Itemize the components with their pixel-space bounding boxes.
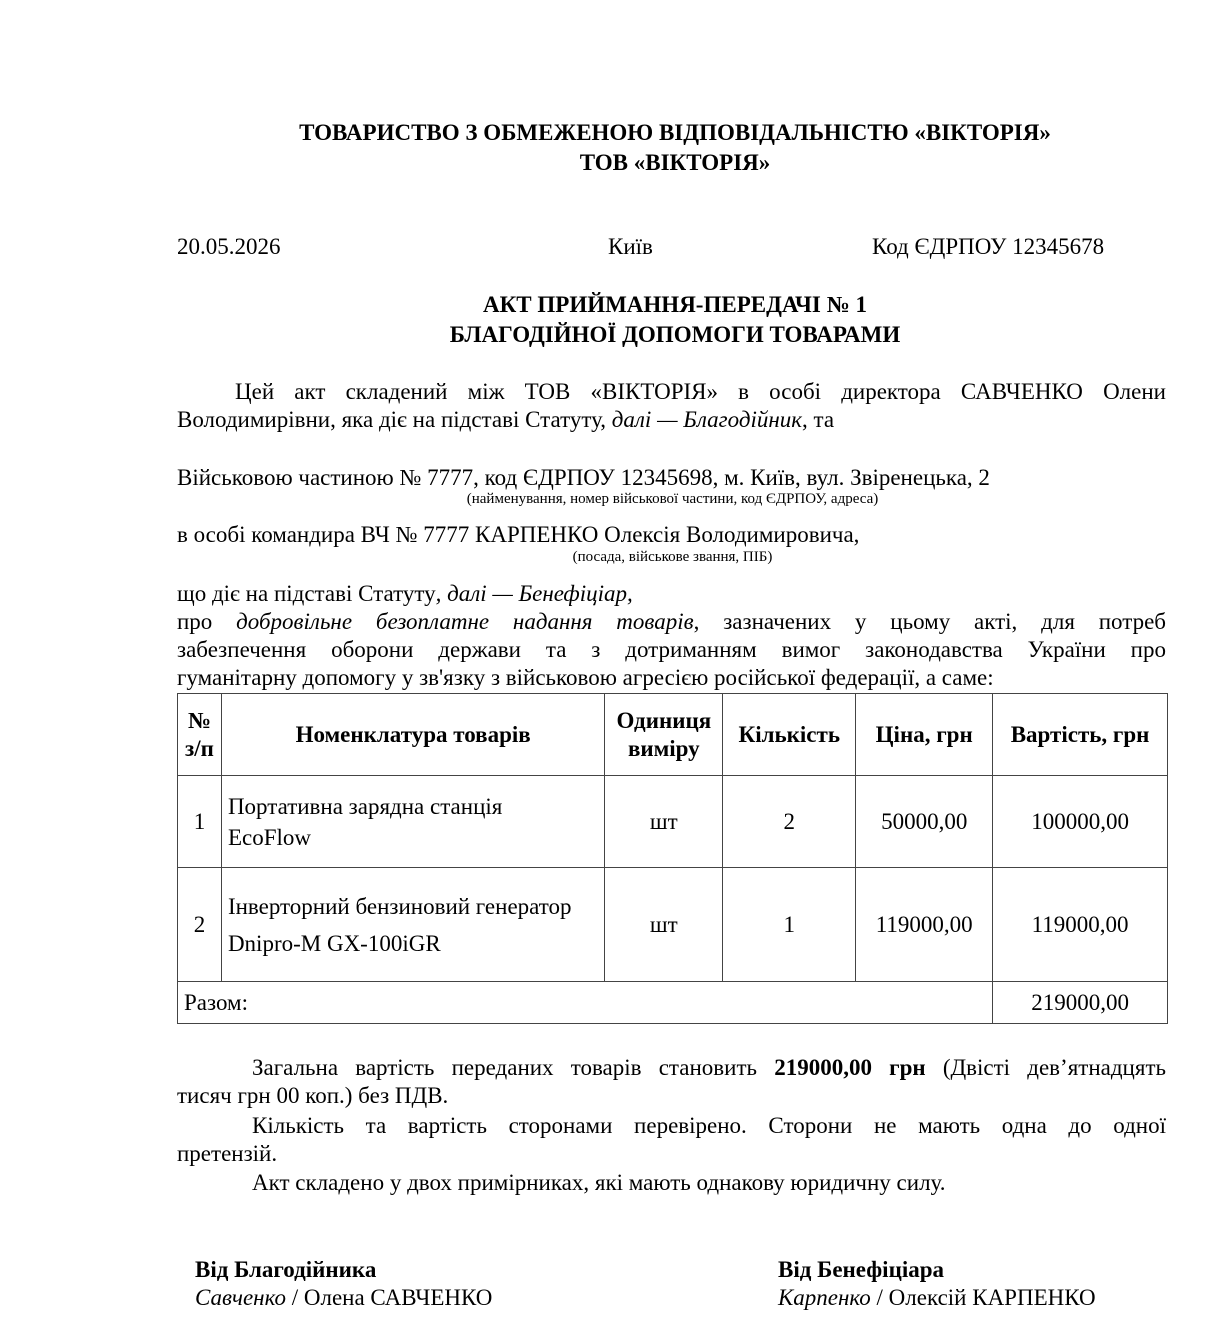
document-city: Київ (608, 234, 653, 259)
row-unit: шт (605, 868, 723, 982)
row-unit: шт (605, 776, 723, 868)
title-line-1: АКТ ПРИЙМАННЯ-ПЕРЕДАЧІ № 1 (483, 292, 867, 317)
title-line-2: БЛАГОДІЙНОЇ ДОПОМОГИ ТОВАРАМИ (449, 322, 901, 347)
beneficiary-sign: Карпенко (778, 1285, 871, 1310)
intro-line-2-start: Володимирівни, яка діє на підставі Статуту, (177, 407, 607, 432)
sum-value: 219000,00 (993, 982, 1168, 1024)
summary-total: 219000,00 грн (774, 1055, 926, 1080)
row-name: Інверторний бензиновий генератор Dnipro-M GX-100iGR (221, 868, 604, 982)
beneficiary-name: / Олексій КАРПЕНКО (876, 1285, 1096, 1310)
intro-line-2 (177, 406, 834, 434)
summary-words: (Двісті дев’ятнадцять (942, 1055, 1166, 1080)
org-short-name: ТОВ «ВІКТОРІЯ» (579, 150, 771, 175)
purpose-italic: добровільне безоплатне надання товарів (236, 609, 694, 634)
row-qty: 1 (723, 868, 856, 982)
verification-line-2: претензій. (177, 1141, 278, 1166)
benefactor-signature-title: Від Благодійника (195, 1257, 377, 1282)
beneficiary-basis (177, 580, 633, 608)
row-total: 119000,00 (993, 868, 1168, 982)
purpose-end: , зазначених у цьому акті, для потреб (693, 609, 1166, 634)
benefactor-name: / Олена САВЧЕНКО (291, 1285, 493, 1310)
beneficiary-alias: , далі — Бенефіціар, (435, 581, 633, 606)
table-row (178, 868, 1168, 982)
col-header-price: Ціна, грн (856, 694, 993, 776)
beneficiary-signature (778, 1284, 1096, 1312)
purpose-line-1 (177, 608, 1166, 636)
row-num: 2 (178, 868, 222, 982)
beneficiary-unit-hint: (найменування, номер військової частини, код ЄДРПОУ, адреса) (466, 491, 879, 507)
beneficiary-commander-hint: (посада, військове звання, ПІБ) (572, 549, 773, 565)
summary-line-1 (252, 1054, 1166, 1082)
org-full-name: ТОВАРИСТВО З ОБМЕЖЕНОЮ ВІДПОВІДАЛЬНІСТЮ «ВІКТОРІЯ» (299, 120, 1051, 145)
beneficiary-signature-title: Від Бенефіціара (778, 1257, 945, 1282)
document-date: 20.05.2026 (177, 234, 281, 259)
row-total: 100000,00 (993, 776, 1168, 868)
sum-label: Разом: (178, 982, 993, 1024)
org-edrpou-code: Код ЄДРПОУ 12345678 (872, 234, 1105, 259)
intro-line-2-end: , та (802, 407, 835, 432)
benefactor-alias: далі — Благодійник (611, 407, 803, 432)
col-header-unit: Одиниця виміру (605, 694, 723, 776)
row-price: 119000,00 (856, 868, 993, 982)
benefactor-signature (195, 1284, 492, 1312)
col-header-qty: Кількість (723, 694, 856, 776)
table-sum-row (178, 982, 1168, 1024)
col-header-total: Вартість, грн (993, 694, 1168, 776)
intro-line-1: Цей акт складений між ТОВ «ВІКТОРІЯ» в особі директора САВЧЕНКО Олени (235, 379, 1166, 404)
summary-start: Загальна вартість переданих товарів становить (252, 1055, 757, 1080)
beneficiary-unit: Військовою частиною № 7777, код ЄДРПОУ 12345698, м. Київ, вул. Звіренецька, 2 (177, 465, 990, 490)
table-row (178, 776, 1168, 868)
purpose-line-2: забезпечення оборони держави та з дотриманням вимог законодавства України про (177, 637, 1166, 662)
summary-line-2: тисяч грн 00 коп.) без ПДВ. (177, 1083, 449, 1108)
goods-table (177, 693, 1168, 1024)
table-header-row (178, 694, 1168, 776)
copies-note: Акт складено у двох примірниках, які мають однакову юридичну силу. (252, 1170, 946, 1195)
row-num: 1 (178, 776, 222, 868)
row-name: Портативна зарядна станція EcoFlow (221, 776, 604, 868)
organization-header (170, 118, 1180, 178)
col-header-num: № з/п (178, 694, 222, 776)
document-title (170, 290, 1180, 350)
beneficiary-commander: в особі командира ВЧ № 7777 КАРПЕНКО Олексія Володимировича, (177, 522, 860, 547)
col-header-name: Номенклатура товарів (221, 694, 604, 776)
row-qty: 2 (723, 776, 856, 868)
purpose-line-3: гуманітарну допомогу у зв'язку з військовою агресією російської федерації, а саме: (177, 665, 994, 690)
verification-line-1: Кількість та вартість сторонами перевірено. Сторони не мають одна до одної (252, 1113, 1166, 1138)
basis-start: що діє на підставі Статуту (177, 581, 436, 606)
row-price: 50000,00 (856, 776, 993, 868)
purpose-start: про (177, 609, 213, 634)
benefactor-sign: Савченко (195, 1285, 286, 1310)
